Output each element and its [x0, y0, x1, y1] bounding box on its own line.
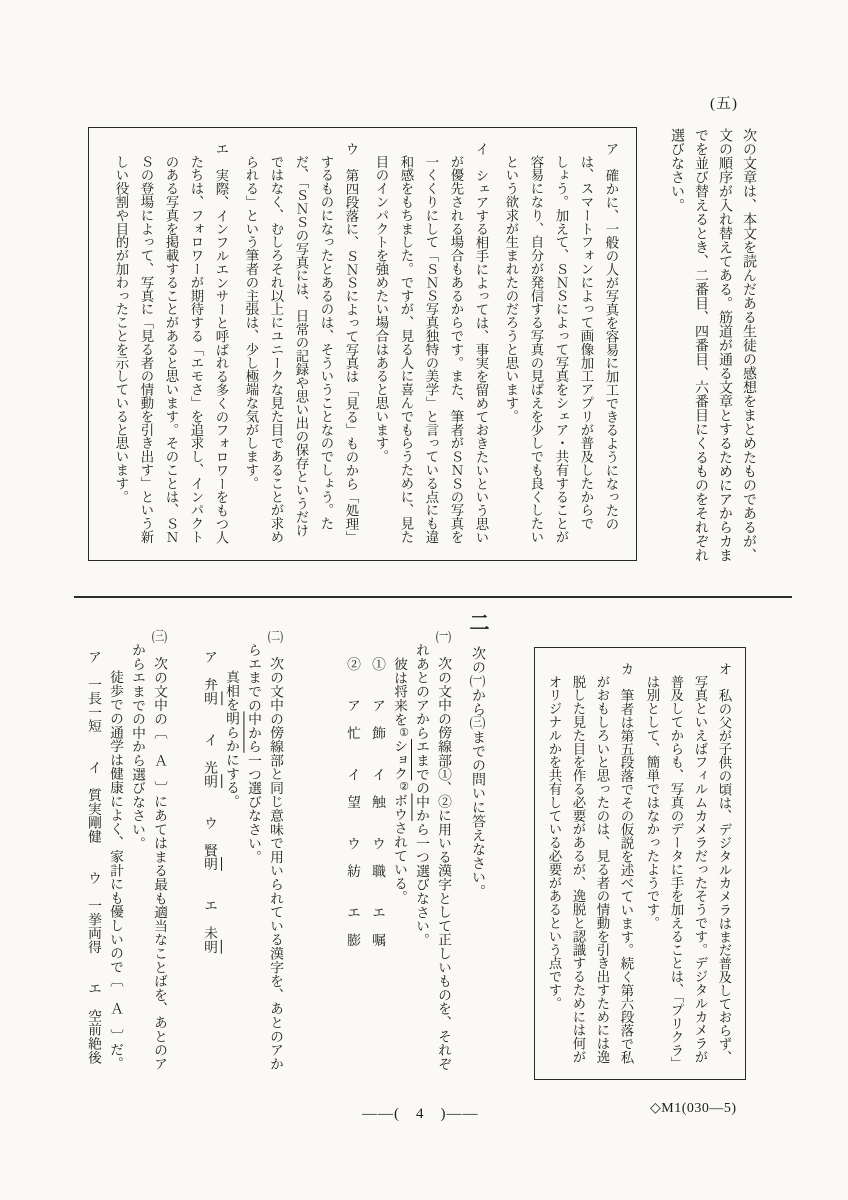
- text-segment: 次の文中の傍線部①、②に用いる漢字として正しいものを、それぞれあとのアからエまでの中から一つ選びなさい。: [414, 642, 451, 1071]
- passage-paragraph-a: ア 確かに、一般の人が写真を容易に加工できるようになったのは、スマートフォンによって画像加工アプリが普及したからでしょう。加えて、ＳＮＳによって写真をシェア・共有することが容易になり、自分が発信する写真の見ばえを少しでも良くしたいという欲求が生まれたのだろうと思います。: [504, 142, 619, 544]
- passage-paragraph-ka: カ 筆者は第五段落でその仮説を述べています。続く第六段落で私がおもしろいと思ったのは、見る者の情動を引き出すためには逸脱した見た目を作る必要があるが、逸脱と認識するためには何がオリジナルかを共有している必要があるという点です。: [547, 662, 634, 1064]
- question-3-label: (三): [151, 629, 168, 643]
- text-segment: イ 光: [202, 704, 217, 774]
- text-segment: 真相を: [224, 670, 239, 712]
- footer-page-number: ——( 4 )——: [362, 1106, 479, 1122]
- question-2-sentence: [220, 629, 242, 1074]
- question-3-instruction: [126, 629, 170, 1074]
- text-segment: 明: [202, 939, 217, 954]
- text-segment: 徒歩での通学は健康によく、家計にも優しいので〔 Ａ 〕だ。: [108, 670, 123, 1071]
- section2-heading: [450, 612, 490, 1082]
- text-segment: ②: [397, 780, 410, 793]
- text-segment: ウ 賢: [202, 787, 217, 857]
- text-segment: ボウ: [392, 793, 407, 821]
- text-segment: (三): [469, 716, 486, 730]
- text-segment: 次の文中の傍線部と同じ意味で用いられている漢字を、あとのアからエまでの中から一つ選びなさい。: [246, 642, 283, 1071]
- text-segment: 彼は将来を: [392, 656, 407, 726]
- section-number: 二: [466, 612, 488, 632]
- section5-instruction-text: 次の文章は、本文を読んだある生徒の感想をまとめたものであるが、文の順序が入れ替えてある。筋道が通る文章とするためにアからカまでを並び替えるとき、二番目、四番目、六番目にくるものをそれぞれ選びなさい。: [669, 128, 756, 562]
- text-segment: にする。: [224, 753, 239, 809]
- text-segment: ①: [397, 725, 410, 739]
- question-1-label: (一): [435, 629, 452, 643]
- text-segment: (一): [469, 674, 486, 688]
- question-1: [296, 629, 454, 1074]
- passage-paragraph-e: エ 実際、インフルエンサーと呼ばれる多くのフォロワーをもつ人たちは、フォロワーが期待する「エモさ」を追求し、インパクトのある写真を掲載することがあると思います。そのことは、ＳＮＳの登場によって、写真に「見る者の情動を引き出す」という新しい役割や目的が加わったことを示していると思います。: [114, 142, 229, 544]
- question-2-instruction: [242, 629, 286, 1074]
- passage-paragraph-i: イ シェアする相手によっては、事実を留めておきたいという思いが優先される場合もあるからです。また、筆者がＳＮＳの写真を一くくりにして「ＳＮＳ写真独特の美学」と言っている点にも違和感をもちました。ですが、見る人に喜んでもらうために、見た目のインパクトを強めたい場合はあると思います。: [374, 142, 489, 544]
- passage-box-shuffled: [88, 127, 637, 561]
- question-1-instruction: [410, 629, 454, 1074]
- text-segment: ア 一長一短 イ 質実剛健 ウ 一挙両得 エ 空前絶後: [86, 649, 101, 1064]
- question-1-sentence: [388, 629, 410, 1074]
- section-divider: [74, 596, 792, 598]
- question-2-label: (二): [267, 629, 284, 643]
- section5-label: (五): [710, 96, 738, 112]
- text-segment: から: [470, 688, 485, 716]
- question-3: [62, 629, 170, 1074]
- passage-box-shuffled-continued: [534, 647, 746, 1080]
- text-segment: 次の: [470, 632, 485, 674]
- passage-paragraph-u: ウ 第四段落に、ＳＮＳによって写真は「見る」ものから「処理」するものになったとあるのは、そういうことなのでしょう。ただ、「ＳＮＳの写真には、日常の記録や思い出の保存というだけではなく、むしろそれ以上にユニークな見た目であることが求められる」という筆者の主張は、少し極端な気がします。: [244, 142, 359, 544]
- question-3-sentence: [104, 629, 126, 1074]
- text-segment: 明: [202, 773, 217, 788]
- section2-heading-text: [464, 612, 490, 1082]
- question-2-options: [198, 629, 220, 1074]
- text-segment: 明らか: [224, 711, 239, 754]
- section5-instruction: [662, 128, 760, 570]
- passage-paragraph-o: オ 私の父が子供の頃は、デジタルカメラはまだ普及しておらず、写真といえばフィルムカメラだったそうです。デジタルカメラが普及してからも、写真のデータに手を加えることは、「プリクラ」は別として、簡単ではなかったようです。: [645, 662, 732, 1064]
- text-segment: ① ア 飾 イ 触 ウ 職 エ 嘱: [370, 656, 385, 947]
- text-segment: ② ア 忙 イ 望 ウ 紡 エ 膨: [345, 656, 360, 947]
- question-3-options: [82, 629, 104, 1074]
- text-segment: エ 未: [202, 870, 217, 940]
- footer-doc-code: ◇M1(030—5): [650, 1101, 737, 1116]
- text-segment: 明: [202, 691, 217, 705]
- text-segment: ショク: [392, 738, 407, 780]
- text-segment: 次の文中の〔 Ａ 〕にあてはまる最も適当なことばを、あとのアからエまでの中から選びなさい。: [130, 642, 167, 1071]
- question-1-options-1: [366, 629, 388, 1074]
- question-2: [180, 629, 286, 1074]
- text-segment: されている。: [392, 820, 407, 904]
- text-segment: ア 弁: [202, 649, 217, 692]
- text-segment: 明: [202, 856, 217, 871]
- question-1-options-2: [341, 629, 363, 1074]
- text-segment: までの問いに答えなさい。: [470, 730, 485, 898]
